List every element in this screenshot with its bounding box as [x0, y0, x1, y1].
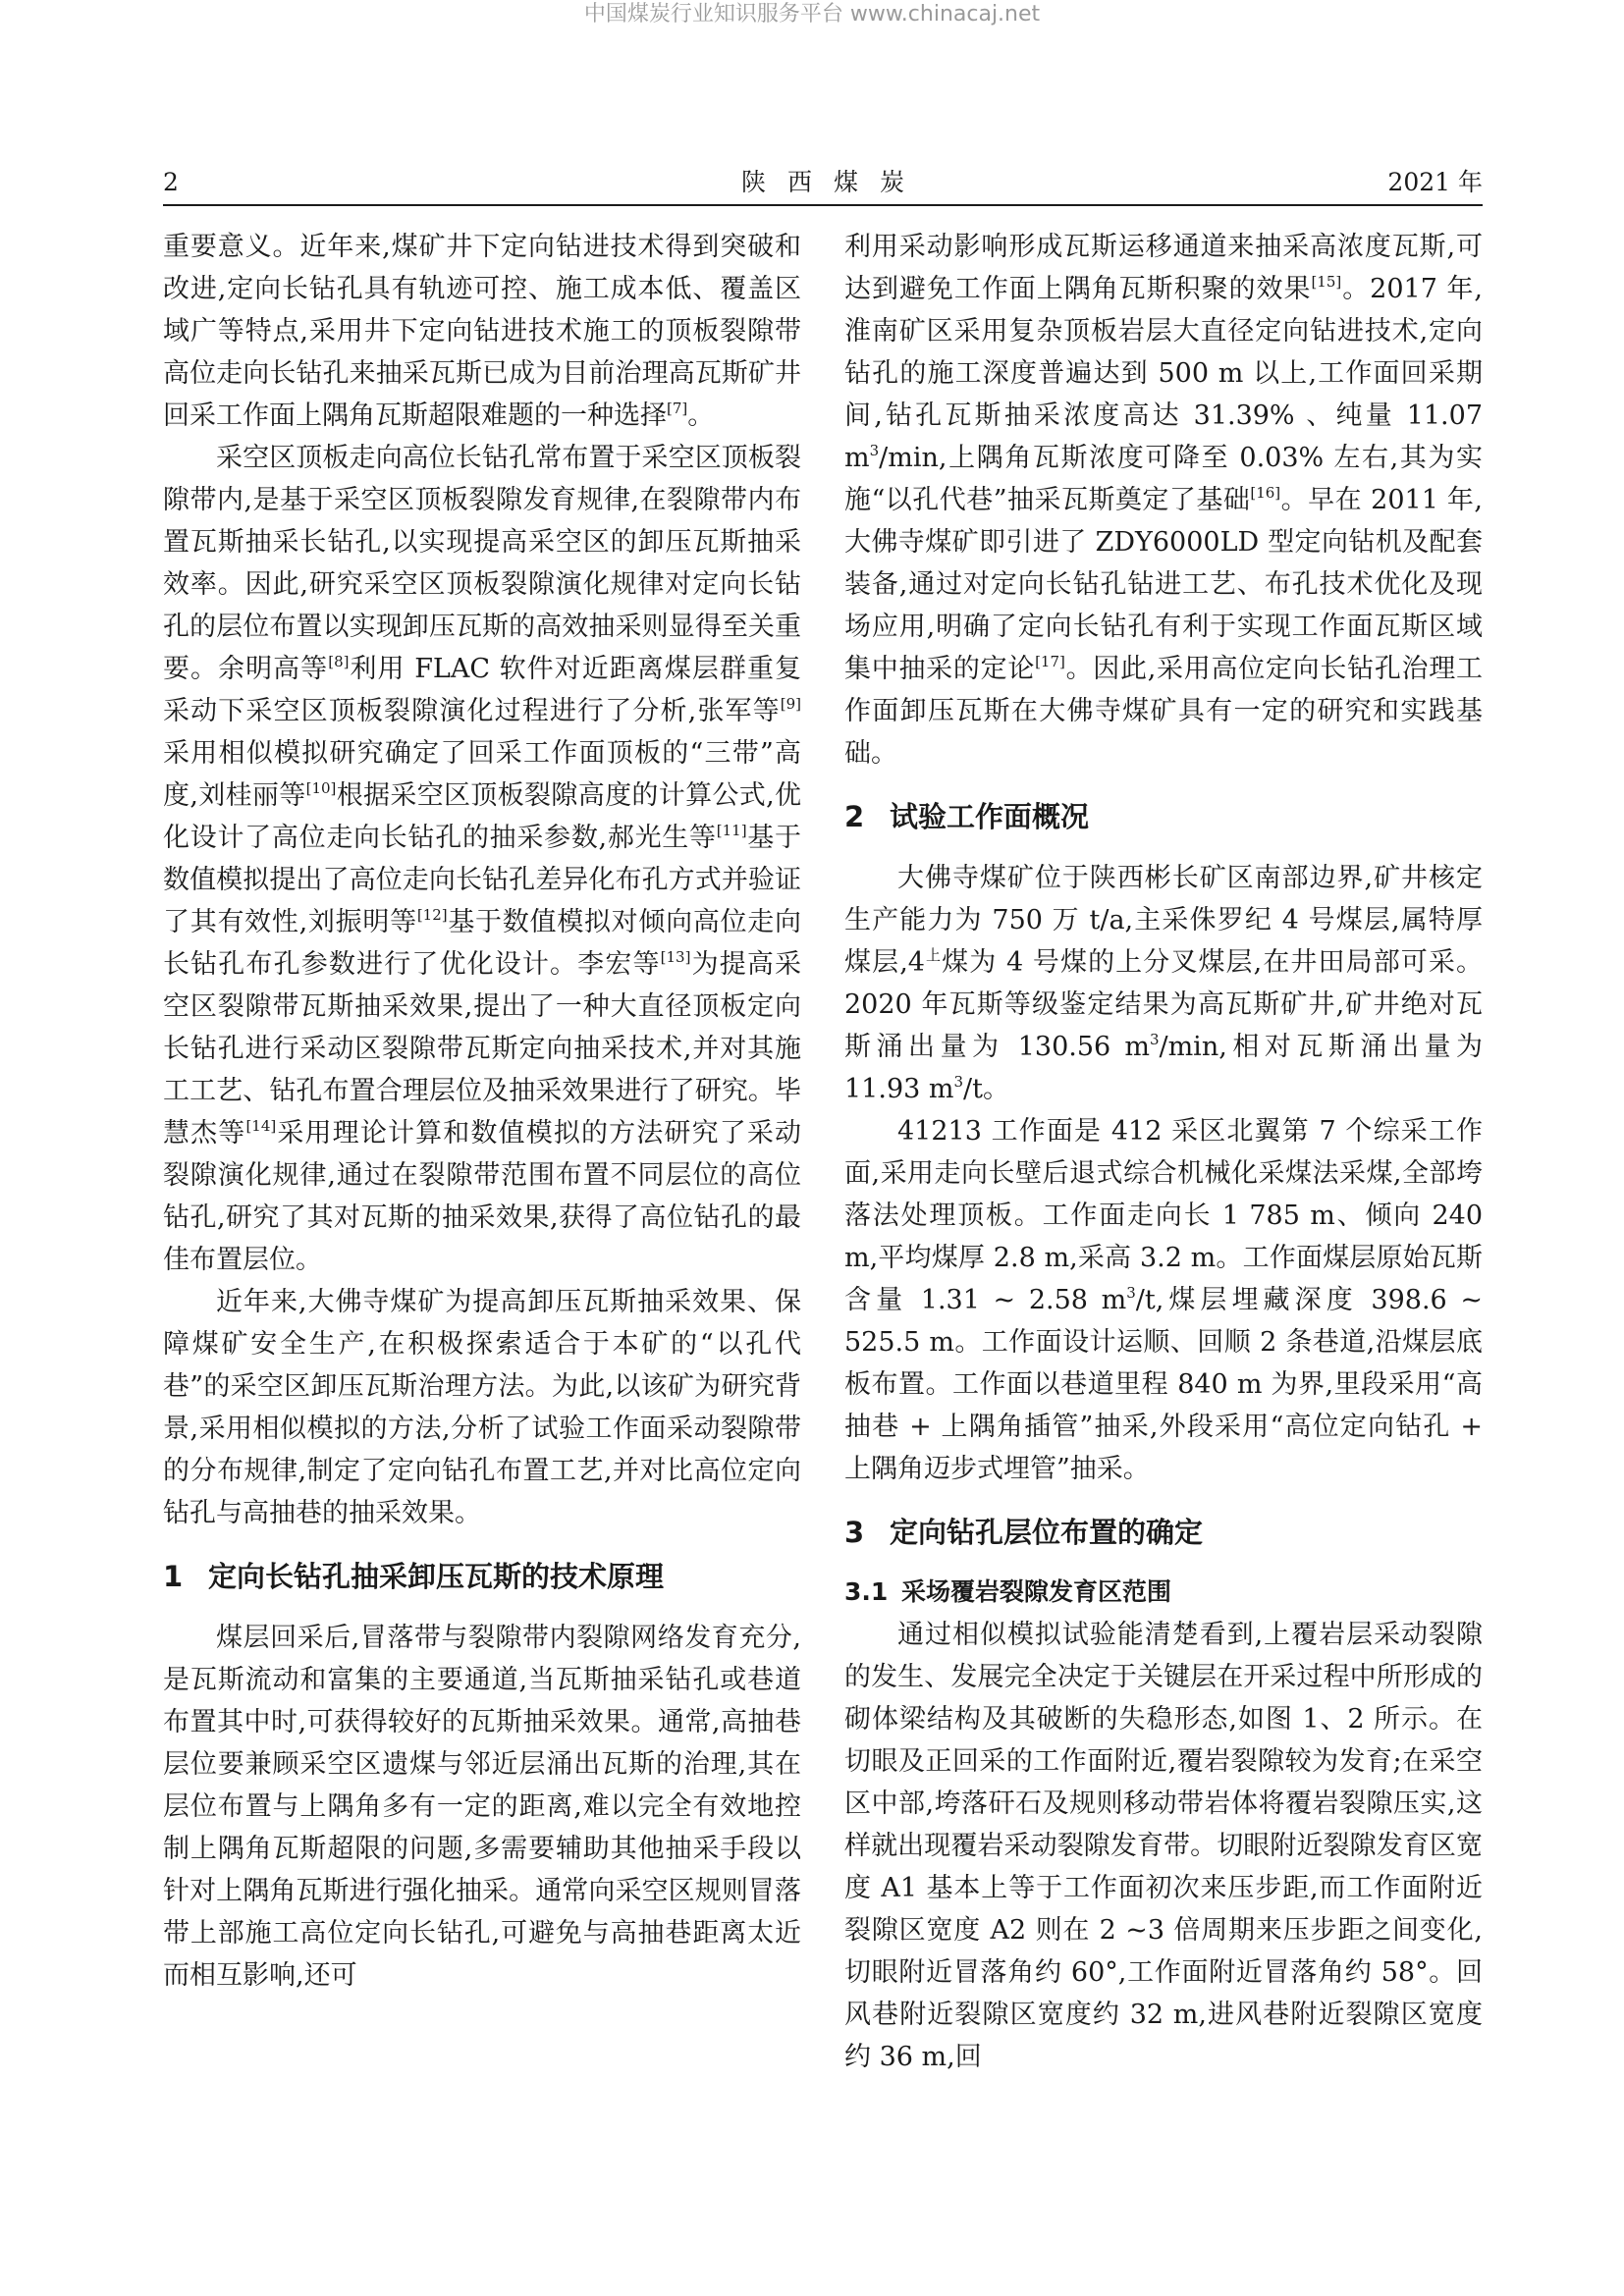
running-header — [163, 163, 1483, 202]
citation: [13] — [660, 948, 691, 966]
superscript: 3 — [869, 442, 880, 459]
header-rule — [163, 204, 1483, 206]
superscript: 3 — [1126, 1284, 1136, 1302]
paragraph: 大佛寺煤矿位于陕西彬长矿区南部边界,矿井核定生产能力为 750 万 t/a,主采侏罗纪 4 号煤层,属特厚煤层$,4^上$煤为 4 号煤的上分叉煤层,在井田局部可采。2020 年瓦斯等级鉴定结果为高瓦斯矿井,矿井绝对瓦斯涌出量为 130.56 $m^3/\min$,相对瓦斯涌出量为 11.93 $m^3/t$。 — [844, 863, 1483, 1104]
subsection-heading: 3.1 采场覆岩裂隙发育区范围 — [844, 1577, 1172, 1606]
superscript: 上 — [924, 946, 943, 964]
section-heading: 1 定向长钻孔抽采卸压瓦斯的技术原理 — [163, 1560, 665, 1593]
left-column — [163, 226, 801, 1997]
paragraph: 通过相似模拟试验能清楚看到,上覆岩层采动裂隙的发生、发展完全决定于关键层在开采过程中所形成的砌体梁结构及其破断的失稳形态,如图 1、2 所示。在切眼及正回采的工作面附近,覆岩裂隙较为发育;在采空区中部,垮落矸石及规则移动带岩体将覆岩裂隙压实,这样就出现覆岩采动裂隙发育带。切眼附近裂隙发育区宽度 A1 基本上等于工作面初次来压步距,而工作面附近裂隙区宽度 A2 则在 2 ~3 倍周期来压步距之间变化,切眼附近冒落角约 60°,工作面附近冒落角约 58°。回风巷附近裂隙区宽度约 32 m,进风巷附近裂隙区宽度约 36 m,回 — [844, 1620, 1483, 2072]
citation: [7] — [667, 400, 688, 417]
superscript: 3 — [1149, 1031, 1160, 1048]
paragraph: 利用采动影响形成瓦斯运移通道来抽采高浓度瓦斯,可达到避免工作面上隅角瓦斯积聚的效果[15]。2017 年,淮南矿区采用复杂顶板岩层大直径定向钻进技术,定向钻孔的施工深度普遍达到 500 m 以上,工作面回采期间,钻孔瓦斯抽采浓度高达 31.39% 、纯量 11.07 $m^3/\min$,上隅角瓦斯浓度可降至 0.03% 左右,其为实施“以孔代巷”抽采瓦斯奠定了基础[16]。早在 2011 年,大佛寺煤矿即引进了 ZDY6000LD 型定向钻机及配套装备,通过对定向长钻孔钻进工艺、布孔技术优化及现场应用,明确了定向长钻孔有利于实现工作面瓦斯区域集中抽采的定论[17]。因此,采用高位定向长钻孔治理工作面卸压瓦斯在大佛寺煤矿具有一定的研究和实践基础。 — [844, 232, 1484, 769]
citation: [10] — [305, 779, 337, 797]
citation: [11] — [716, 822, 747, 839]
superscript: 3 — [953, 1073, 964, 1091]
section-heading: 2 试验工作面概况 — [844, 800, 1090, 833]
paragraph: 重要意义。近年来,煤矿井下定向钻进技术得到突破和改进,定向长钻孔具有轨迹可控、施工成本低、覆盖区域广等特点,采用井下定向钻进技术施工的顶板裂隙带高位走向长钻孔来抽采瓦斯已成为目前治理高瓦斯矿井回采工作面上隅角瓦斯超限难题的一种选择[7]。 — [163, 232, 801, 431]
journal-title: 陕西煤炭 — [740, 168, 926, 196]
citation: [15] — [1311, 273, 1342, 291]
page-number: 2 — [163, 168, 179, 196]
watermark: 中国煤炭行业知识服务平台 www.chinacaj.net — [583, 2, 1041, 27]
paragraph: 近年来,大佛寺煤矿为提高卸压瓦斯抽采效果、保障煤矿安全生产,在积极探索适合于本矿的“以孔代巷”的采空区卸压瓦斯治理方法。为此,以该矿为研究背景,采用相似模拟的方法,分析了试验工作面采动裂隙带的分布规律,制定了定向钻孔布置工艺,并对比高位定向钻孔与高抽巷的抽采效果。 — [163, 1287, 801, 1528]
journal-year: 2021 年 — [1387, 168, 1483, 196]
citation: [16] — [1250, 484, 1281, 502]
citation: [17] — [1035, 653, 1065, 670]
citation: [12] — [416, 906, 448, 924]
citation: [9] — [780, 695, 801, 713]
right-column — [844, 226, 1483, 2078]
citation: [8] — [328, 653, 350, 670]
section-heading: 3 定向钻孔层位布置的确定 — [844, 1516, 1204, 1549]
paragraph: 41213 工作面是 412 采区北翼第 7 个综采工作面,采用走向长壁后退式综合机械化采煤法采煤,全部垮落法处理顶板。工作面走向长 1 785 m、倾向 240 m,平均煤厚 2.8 m,采高 3.2 m。工作面煤层原始瓦斯含量 1.31 ~ 2.58 $m^3/t$,煤层埋藏深度 398.6 ~ 525.5 m。工作面设计运顺、回顺 2 条巷道,沿煤层底板布置。工作面以巷道里程 840 m 为界,里段采用“高抽巷 + 上隅角插管”抽采,外段采用“高位定向钻孔 + 上隅角迈步式埋管”抽采。 — [844, 1116, 1483, 1484]
citation: [14] — [245, 1117, 277, 1135]
paragraph: 采空区顶板走向高位长钻孔常布置于采空区顶板裂隙带内,是基于采空区顶板裂隙发育规律,在裂隙带内布置瓦斯抽采长钻孔,以实现提高采空区的卸压瓦斯抽采效率。因此,研究采空区顶板裂隙演化规律对定向长钻孔的层位布置以实现卸压瓦斯的高效抽采则显得至关重要。余明高等[8]利用 FLAC 软件对近距离煤层群重复采动下采空区顶板裂隙演化过程进行了分析,张军等[9]采用相似模拟研究确定了回采工作面顶板的“三带”高度,刘桂丽等[10]根据采空区顶板裂隙高度的计算公式,优化设计了高位走向长钻孔的抽采参数,郝光生等[11]基于数值模拟提出了高位走向长钻孔差异化布孔方式并验证了其有效性,刘振明等[12]基于数值模拟对倾向高位走向长钻孔布孔参数进行了优化设计。李宏等[13]为提高采空区裂隙带瓦斯抽采效果,提出了一种大直径顶板定向长钻孔进行采动区裂隙带瓦斯定向抽采技术,并对其施工工艺、钻孔布置合理层位及抽采效果进行了研究。毕慧杰等[14]采用理论计算和数值模拟的方法研究了采动裂隙演化规律,通过在裂隙带范围布置不同层位的高位钻孔,研究了其对瓦斯的抽采效果,获得了高位钻孔的最佳布置层位。 — [163, 443, 802, 1275]
paragraph: 煤层回采后,冒落带与裂隙带内裂隙网络发育充分,是瓦斯流动和富集的主要通道,当瓦斯抽采钻孔或巷道布置其中时,可获得较好的瓦斯抽采效果。通常,高抽巷层位要兼顾采空区遗煤与邻近层涌出瓦斯的治理,其在层位布置与上隅角多有一定的距离,难以完全有效地控制上隅角瓦斯超限的问题,多需要辅助其他抽采手段以针对上隅角瓦斯进行强化抽采。通常向采空区规则冒落带上部施工高位定向长钻孔,可避免与高抽巷距离太近而相互影响,还可 — [163, 1623, 801, 1991]
